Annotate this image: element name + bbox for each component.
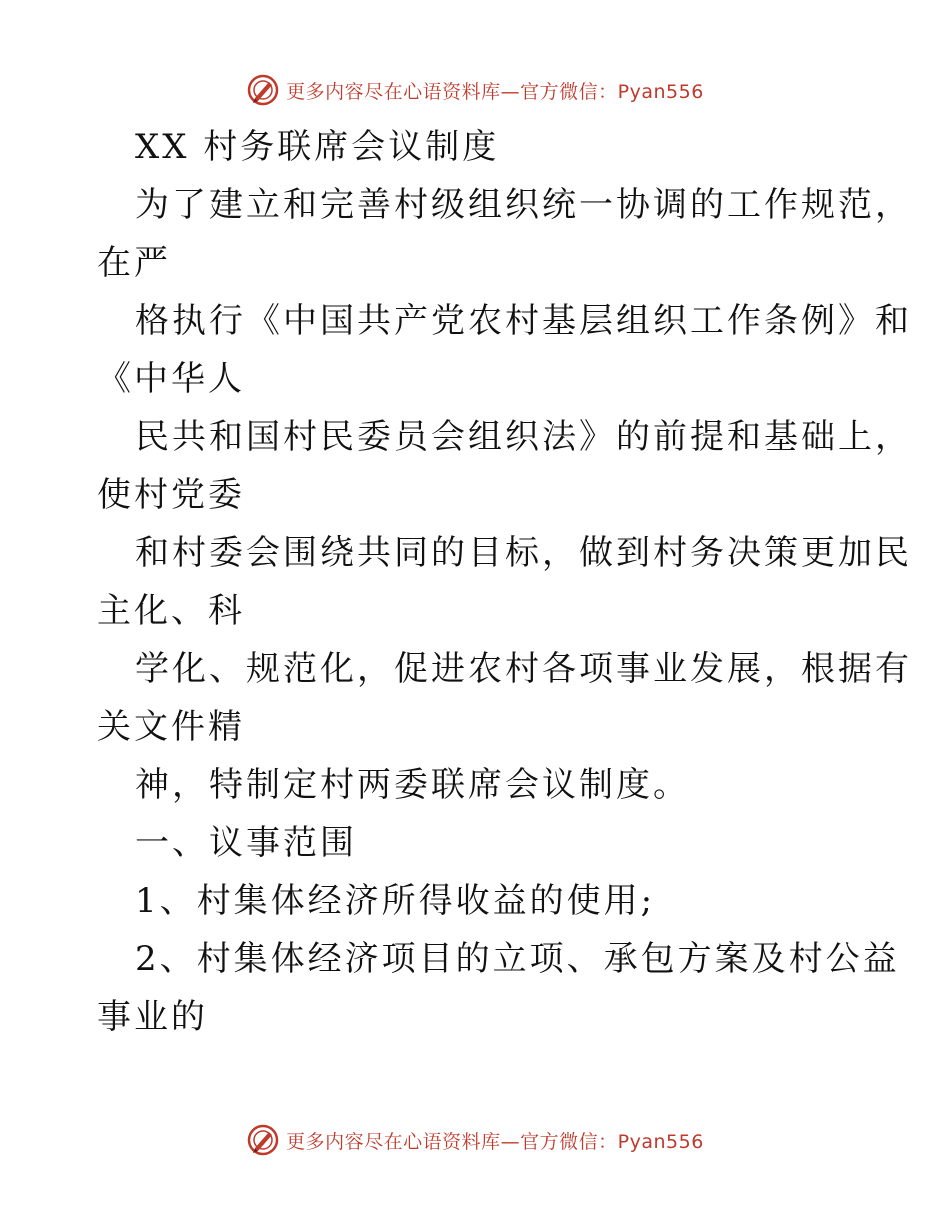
text-line: 在严	[97, 243, 171, 283]
pen-seal-icon	[246, 73, 280, 107]
watermark-footer	[0, 1120, 950, 1160]
text-line: 主化、科	[97, 591, 245, 631]
document-title: XX 村务联席会议制度	[135, 127, 500, 167]
text-line: 为了建立和完善村级组织统一协调的工作规范，	[135, 185, 912, 225]
text-line: 和村委会围绕共同的目标，做到村务决策更加民	[135, 533, 912, 573]
watermark-header	[0, 70, 950, 110]
pen-seal-icon	[246, 1123, 280, 1157]
text-line: 使村党委	[97, 475, 245, 515]
paragraph-lines	[97, 176, 912, 1046]
text-line: 事业的	[97, 997, 208, 1037]
watermark-text: 更多内容尽在心语资料库—官方微信：Pyan556	[286, 1130, 704, 1153]
text-line: 一、议事范围	[135, 823, 357, 863]
text-line: 1、村集体经济所得收益的使用;	[135, 881, 656, 921]
text-line: 民共和国村民委员会组织法》的前提和基础上，	[135, 417, 912, 457]
text-line: 神，特制定村两委联席会议制度。	[135, 765, 690, 805]
text-line: 2、村集体经济项目的立项、承包方案及村公益	[135, 939, 900, 979]
watermark-text: 更多内容尽在心语资料库—官方微信：Pyan556	[286, 80, 704, 103]
text-line: 关文件精	[97, 707, 245, 747]
text-line: 格执行《中国共产党农村基层组织工作条例》和	[135, 301, 912, 341]
document-body	[97, 118, 912, 1046]
text-line: 学化、规范化，促进农村各项事业发展，根据有	[135, 649, 912, 689]
text-line: 《中华人	[97, 359, 245, 399]
